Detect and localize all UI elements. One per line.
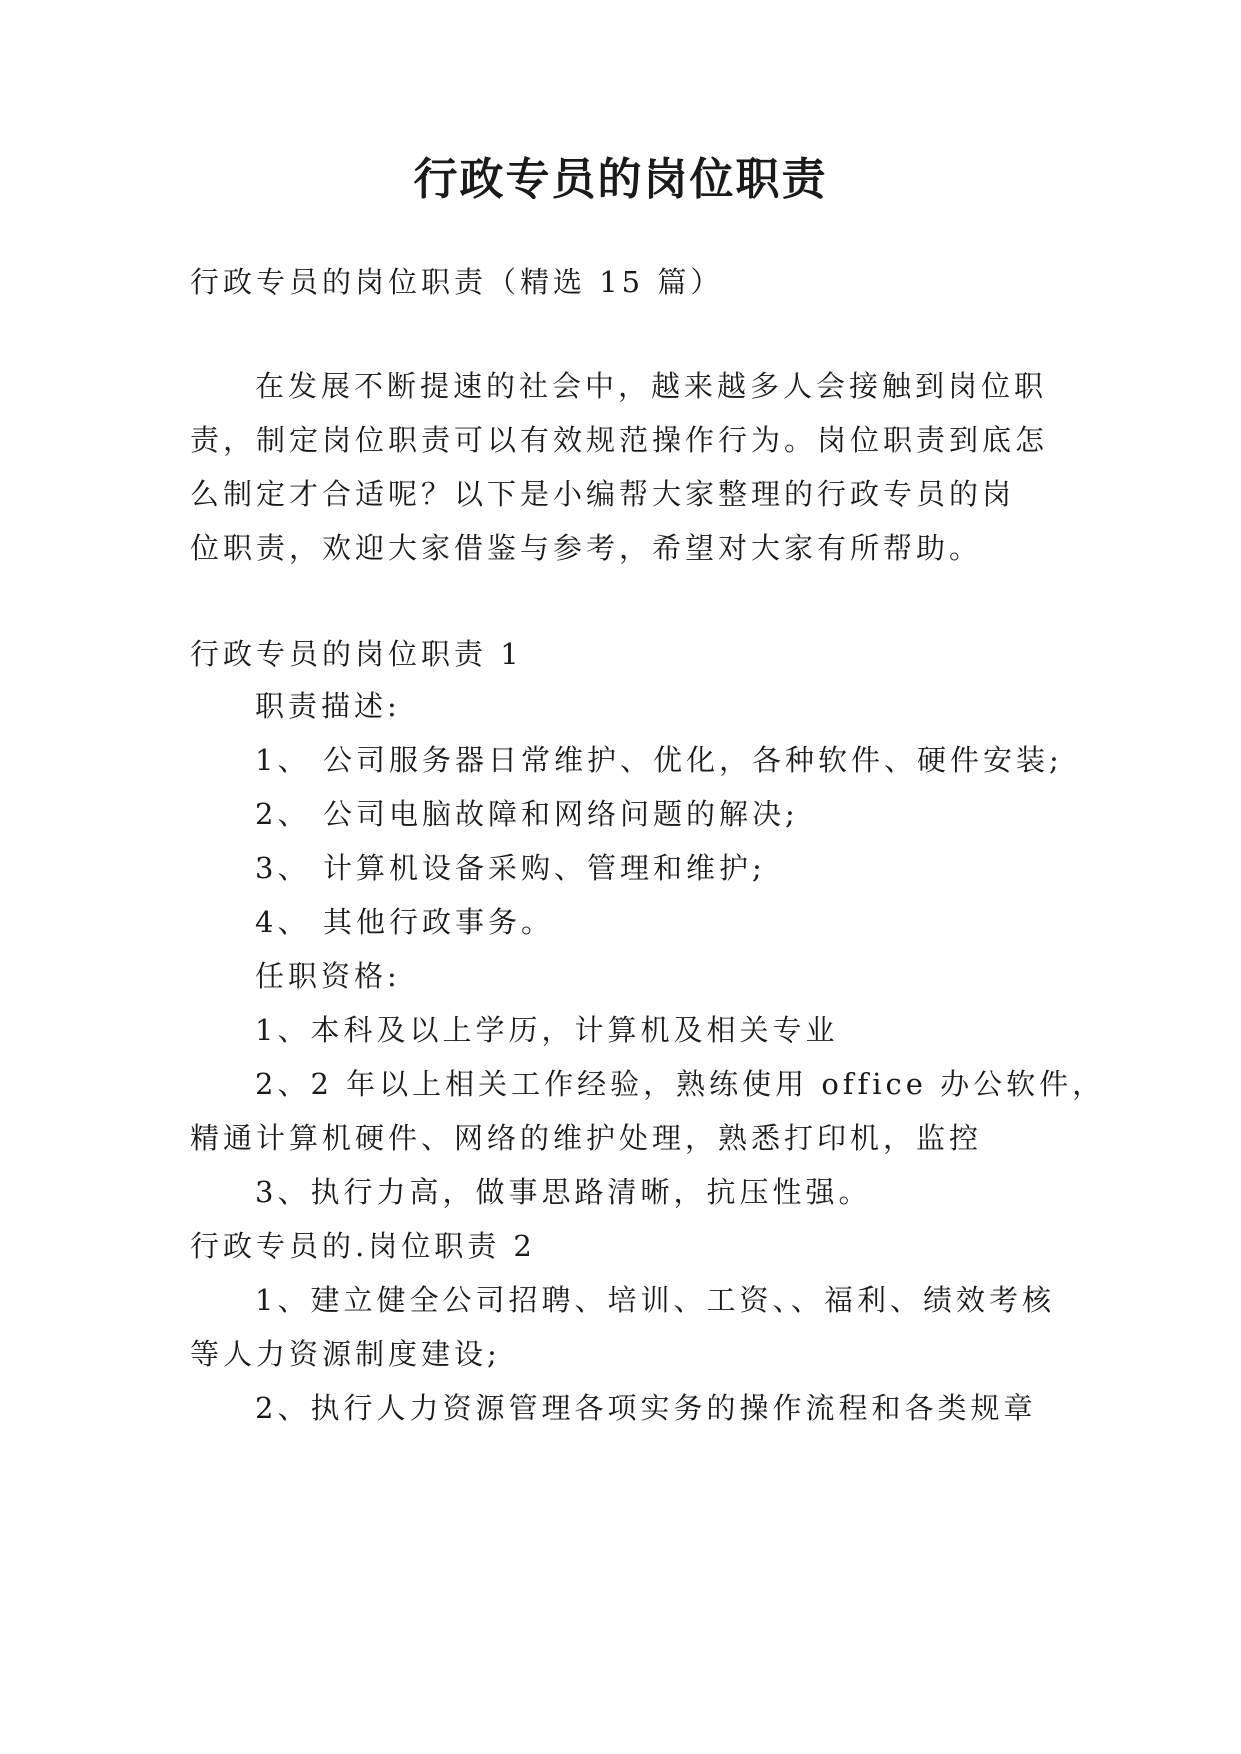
section2-line-1: 1、建立健全公司招聘、培训、工资、、福利、绩效考核 xyxy=(255,1283,1055,1317)
qualification-line-1: 1、本科及以上学历，计算机及相关专业 xyxy=(255,1013,839,1047)
duty-item-2 xyxy=(255,794,799,834)
intro-line-2: 责，制定岗位职责可以有效规范操作行为。岗位职责到底怎 xyxy=(190,423,1049,457)
duty-item-text: 计算机设备采购、管理和维护; xyxy=(323,851,766,885)
section1-heading: 行政专员的岗位职责 1 xyxy=(190,637,523,671)
intro-line-3: 么制定才合适呢？以下是小编帮大家整理的行政专员的岗 xyxy=(190,477,1016,511)
duty-item-1 xyxy=(255,740,1063,780)
section2-heading: 行政专员的.岗位职责 2 xyxy=(190,1229,536,1263)
section2-line-2: 等人力资源制度建设; xyxy=(190,1337,501,1371)
duty-item-number: 2、 xyxy=(255,797,311,831)
duty-label: 职责描述: xyxy=(255,689,401,723)
intro-line-4: 位职责，欢迎大家借鉴与参考，希望对大家有所帮助。 xyxy=(190,531,983,565)
section2-line-3: 2、执行人力资源管理各项实务的操作流程和各类规章 xyxy=(255,1391,1037,1425)
qualification-line-3: 精通计算机硬件、网络的维护处理，熟悉打印机，监控 xyxy=(190,1121,983,1155)
qualification-line-2: 2、2 年以上相关工作经验，熟练使用 office 办公软件， xyxy=(255,1067,1106,1101)
qualification-label: 任职资格: xyxy=(255,959,401,993)
duty-item-text: 公司服务器日常维护、优化，各种软件、硬件安装; xyxy=(323,743,1063,777)
duty-item-4 xyxy=(255,902,554,942)
qualification-line-4: 3、执行力高，做事思路清晰，抗压性强。 xyxy=(255,1175,872,1209)
document-title: 行政专员的岗位职责 xyxy=(413,154,828,205)
duty-item-3 xyxy=(255,848,766,888)
duty-item-number: 3、 xyxy=(255,851,311,885)
document-subtitle: 行政专员的岗位职责（精选 15 篇） xyxy=(190,265,724,299)
duty-item-text: 公司电脑故障和网络问题的解决; xyxy=(323,797,799,831)
duty-item-text: 其他行政事务。 xyxy=(323,905,555,939)
duty-item-number: 1、 xyxy=(255,743,311,777)
duty-item-number: 4、 xyxy=(255,905,311,939)
intro-line-1: 在发展不断提速的社会中，越来越多人会接触到岗位职 xyxy=(255,369,1048,403)
